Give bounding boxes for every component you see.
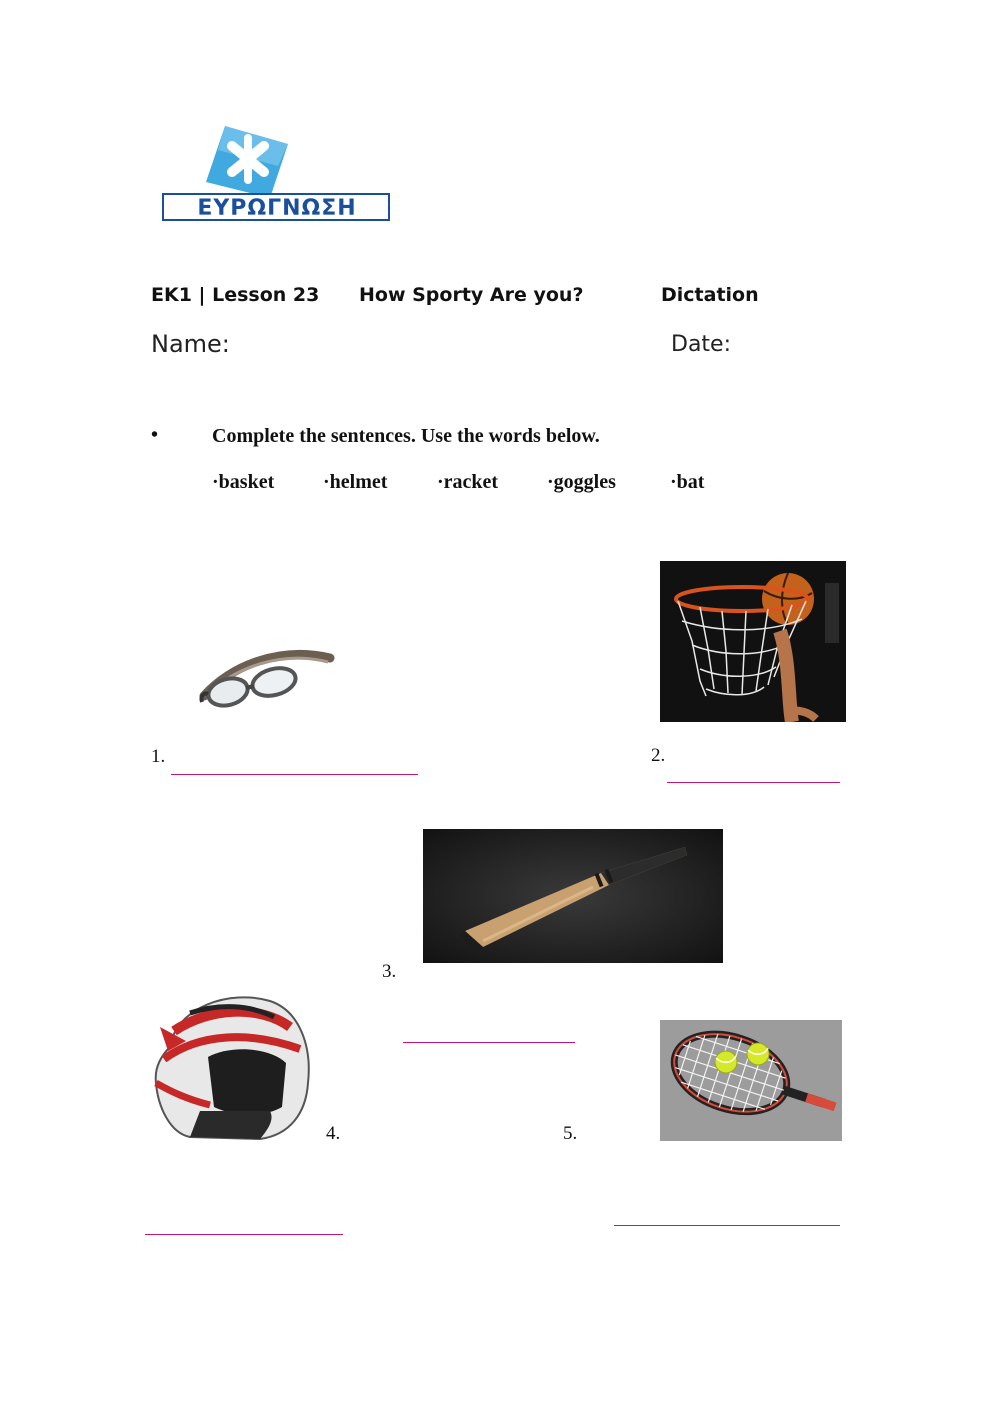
logo xyxy=(160,120,392,224)
answer-line-2[interactable] xyxy=(667,782,840,783)
word-racket: ·racket xyxy=(437,471,499,493)
name-label: Name: xyxy=(151,330,230,358)
word-bat: ·bat xyxy=(670,471,705,493)
item-3-number: 3. xyxy=(382,961,397,982)
word-basket: ·basket xyxy=(212,471,275,493)
goggles-image xyxy=(190,636,340,716)
bullet: • xyxy=(151,424,159,446)
item-5-number: 5. xyxy=(563,1123,578,1144)
tennis-racket-image xyxy=(660,1020,842,1141)
baseball-bat-image xyxy=(423,829,723,963)
motorcycle-helmet-image xyxy=(150,987,312,1141)
lesson-label: EK1 | Lesson 23 xyxy=(151,284,320,306)
answer-line-5[interactable] xyxy=(614,1225,840,1226)
word-helmet: ·helmet xyxy=(323,471,388,493)
logo-text: ΕΥΡΩΓΝΩΣΗ xyxy=(197,196,357,221)
basketball-hoop-image xyxy=(660,561,846,722)
answer-line-4[interactable] xyxy=(145,1234,343,1235)
item-2-number: 2. xyxy=(651,745,666,766)
motorcycle-helmet-icon xyxy=(150,987,312,1141)
date-label: Date: xyxy=(671,332,731,357)
word-goggles: ·goggles xyxy=(547,471,616,493)
topic-title: How Sporty Are you? xyxy=(359,284,584,306)
baseball-bat-icon xyxy=(423,829,723,963)
basketball-hoop-icon xyxy=(660,561,846,722)
worksheet-type: Dictation xyxy=(661,284,759,306)
item-1-number: 1. xyxy=(151,746,166,767)
goggles-icon xyxy=(190,636,340,716)
instruction-text: Complete the sentences. Use the words below. xyxy=(212,425,600,447)
answer-line-3[interactable] xyxy=(403,1042,575,1043)
tennis-racket-icon xyxy=(660,1020,842,1141)
item-4-number: 4. xyxy=(326,1123,341,1144)
answer-line-1[interactable] xyxy=(171,774,418,775)
